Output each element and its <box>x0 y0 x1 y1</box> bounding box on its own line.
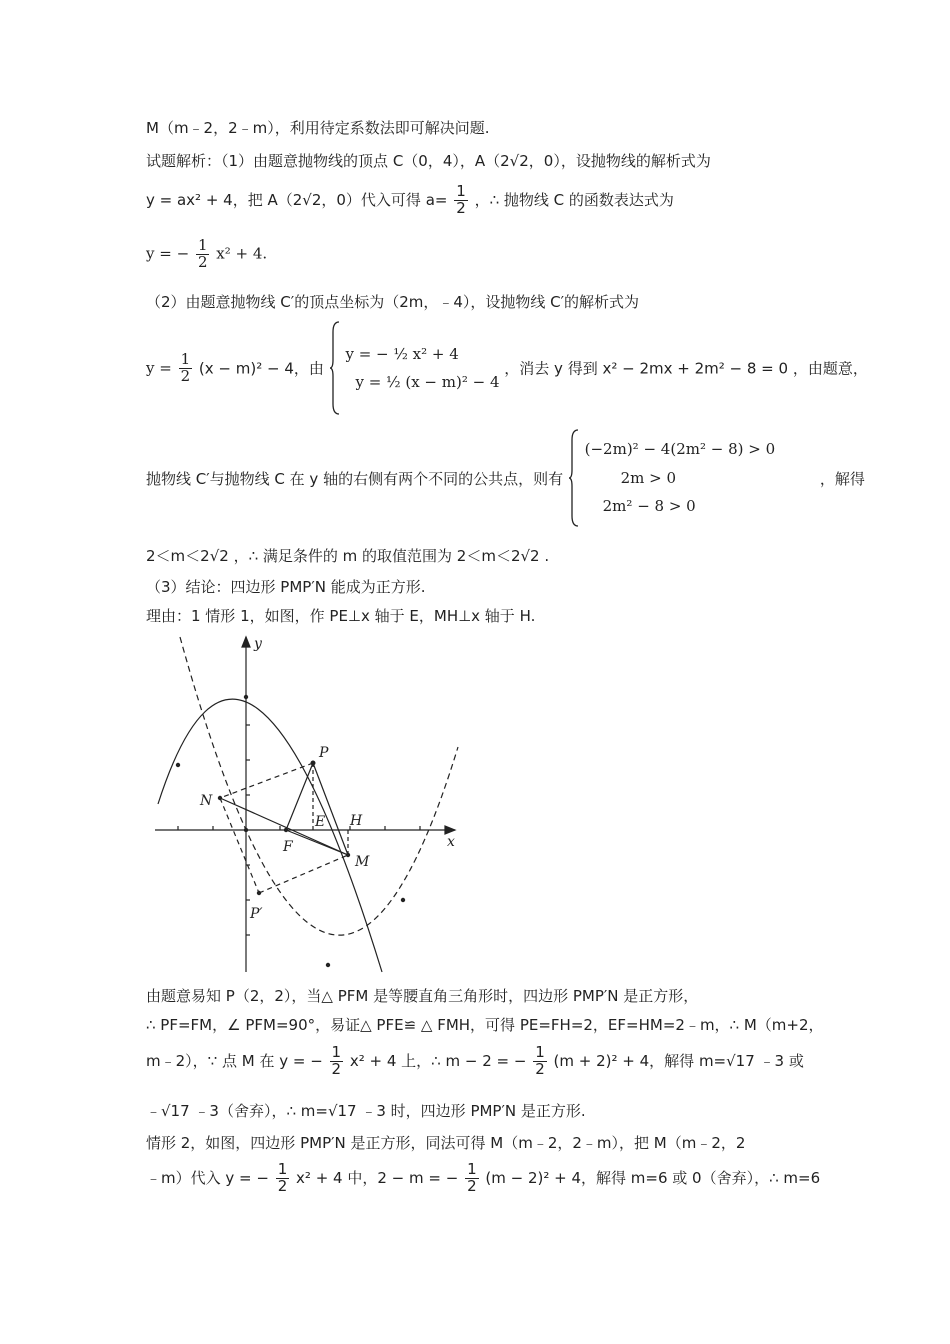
label-y: y <box>254 636 262 652</box>
parabola-c <box>158 699 382 972</box>
text-line-11: 由题意易知 P（2，2），当△ PFM 是等腰直角三角形时，四边形 PMP′N 是正方形， <box>146 987 699 1005</box>
text-line-13: m﹣2），∵ 点 M 在 y = − $\frac{1}{2}$ x² + 4 上，∴ m − 2 = − $\frac{1}{2}$ (m + 2)² + 4，解得 m=√17 ﹣3 或 <box>146 1043 804 1078</box>
text-line-1: M（m﹣2，2﹣m），利用待定系数法即可解决问题. <box>146 119 490 137</box>
label-p: P <box>319 745 329 761</box>
text-line-7: 抛物线 C′与抛物线 C 在 y 轴的右侧有两个不同的公共点，则有 (−2m)² − 4(2m² − 8) > 0 2m > 0 2m² − 8 > 0 ，解得 <box>146 428 865 528</box>
label-f: F <box>283 839 293 855</box>
text-line-14: ﹣√17 ﹣3（舍弃），∴ m=√17 ﹣3 时，四边形 PMP′N 是正方形. <box>146 1102 586 1120</box>
brace-icon <box>329 320 341 416</box>
text-line-16: ﹣m）代入 y = − $\frac{1}{2}$ x² + 4 中，2 − m = − $\frac{1}{2}$ (m − 2)² + 4，解得 m=6 或 0（舍弃），∴ m=6 <box>146 1160 821 1195</box>
fraction-half: $\frac{1}{2}$ <box>456 182 466 217</box>
x-axis-arrow-icon <box>445 826 455 834</box>
inequality-system: (−2m)² − 4(2m² − 8) > 0 2m > 0 2m² − 8 > 0 <box>584 440 776 516</box>
equation-system-1: y = − ½ x² + 4 y = ½ (x − m)² − 4 <box>345 344 500 391</box>
text-line-9: （3）结论：四边形 PMP′N 能成为正方形. <box>146 578 426 596</box>
text-line-2: 试题解析：（1）由题意抛物线的顶点 C（0，4），A（2√2，0），设抛物线的解析式为 <box>146 152 711 170</box>
text-line-15: 情形 2，如图，四边形 PMP′N 是正方形，同法可得 M（m﹣2，2﹣m），把 M（m﹣2，2 <box>146 1134 746 1152</box>
label-x: x <box>447 834 455 850</box>
label-h: H <box>350 813 363 829</box>
label-m: M <box>355 854 370 870</box>
text-line-10: 理由：1 情形 1，如图，作 PE⊥x 轴于 E，MH⊥x 轴于 H. <box>146 607 536 625</box>
text-line-12: ∴ PF=FM，∠ PFM=90°，易证△ PFE≌ △ FMH，可得 PE=FH=2，EF=HM=2﹣m，∴ M（m+2， <box>146 1016 824 1034</box>
parabola-figure <box>150 632 470 978</box>
text-line-3: y = ax² + 4，把 A（2√2，0）代入可得 a= $\frac{1}{2}$ ，∴ 抛物线 C 的函数表达式为 <box>146 182 674 217</box>
parabola-c-prime <box>180 637 458 935</box>
text-line-5: （2）由题意抛物线 C′的顶点坐标为（2m，﹣4），设抛物线 C′的解析式为 <box>146 293 640 311</box>
label-p-prime: P′ <box>250 906 263 922</box>
label-e: E <box>315 814 326 830</box>
brace-icon <box>568 428 580 528</box>
y-axis-arrow-icon <box>242 637 250 647</box>
label-n: N <box>200 793 213 809</box>
text-line-4: y = − $\frac{1}{2}$ x² + 4. <box>146 236 268 271</box>
text-line-6: y = $\frac{1}{2}$ (x − m)² − 4，由 y = − ½ x² + 4 y = ½ (x − m)² − 4 ，消去 y 得到 x² − 2mx + 2m² − 8 = 0 ，由题意， <box>146 320 868 416</box>
text-line-8: 2＜m＜2√2 ，∴ 满足条件的 m 的取值范围为 2＜m＜2√2 . <box>146 547 550 565</box>
